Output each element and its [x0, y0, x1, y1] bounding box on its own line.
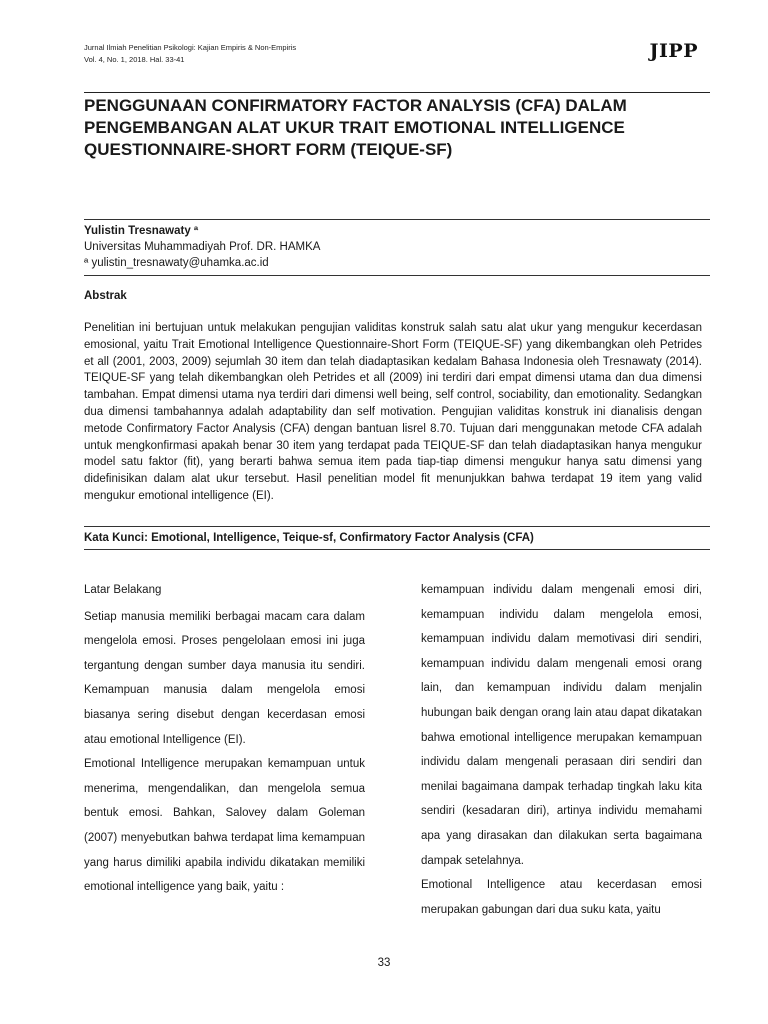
author-email: ª yulistin_tresnawaty@uhamka.ac.id — [84, 257, 269, 269]
keywords: Kata Kunci: Emotional, Intelligence, Teique-sf, Confirmatory Factor Analysis (CFA) — [84, 532, 534, 544]
left-column — [84, 578, 365, 900]
paragraph: Setiap manusia memiliki berbagai macam cara dalam mengelola emosi. Proses pengelolaan emosi ini juga tergantung dengan sumber daya manusia itu sendiri. Kemampuan manusia dalam mengelola emosi biasanya sering disebut dengan kecerdasan emosi atau emotional Intelligence (EI). — [84, 610, 365, 746]
paragraph: kemampuan individu dalam mengenali emosi diri, kemampuan individu dalam mengelola emosi, kemampuan individu dalam memotivasi diri sendiri, kemampuan individu dalam mengenali emosi orang lain, dan kemampuan individu dalam menjalin hubungan baik dengan orang lain atau dapat dikatakan bahwa emotional intelligence merupakan kemampuan individu dalam mengenali perasaan diri sendiri dan menilai bagaimana dampak terhadap tingkah laku kita sendiri (kesadaran diri), artinya individu memahami apa yang dirasakan dan dilakukan serta bagaimana dampak setelahnya. — [421, 584, 702, 867]
keywords-top-rule — [84, 526, 710, 527]
section-title: Latar Belakang — [84, 584, 162, 596]
volume-info: Vol. 4, No. 1, 2018. Hal. 33-41 — [84, 55, 185, 64]
title-rule — [84, 219, 710, 220]
journal-name: Jurnal Ilmiah Penelitian Psikologi: Kajian Empiris & Non-Empiris — [84, 43, 297, 52]
journal-logo: JIPP — [649, 40, 698, 62]
paper-title: PENGGUNAAN CONFIRMATORY FACTOR ANALYSIS (CFA) DALAM PENGEMBANGAN ALAT UKUR TRAIT EMOTIONAL INTELLIGENCE QUESTIONNAIRE-SHORT FORM (TEIQUE-SF) — [84, 96, 627, 159]
abstract-body: Penelitian ini bertujuan untuk melakukan pengujian validitas konstruk salah satu alat ukur yang mengukur kecerdasan emosional, yaitu Trait Emotional Intelligence Questionnaire-Short Form (TEIQUE-SF) yang dikembangkan oleh Petrides et all (2001, 2003, 2009) sejumlah 30 item dan telah diadaptasikan kedalam Bahasa Indonesia oleh Tresnawaty (2014). TEIQUE-SF yang telah dikembangkan oleh Petrides et all (2009) ini terdiri dari empat dimensi utama dan dua dimensi tambahan. Empat dimensi utama nya terdiri dari dimensi well being, self control, sociability, dan emotionality. Sedangkan dua dimensi tambahannya adalah adaptability dan self motivation. Pengujian validitas konstruk ini dianalisis dengan metode Confirmatory Factor Analysis (CFA) dengan bantuan lisrel 8.70. Tujuan dari menggunakan metode CFA adalah untuk mengkonfirmasi apakah benar 30 item yang terdapat pada TEIQUE-SF dan telah diadaptasikan hanya mengukur model satu faktor (fit), yang berarti bahwa semua item pada tiap-tiap dimensi mengukur hanya satu dimensi yang didefinisikan dalam alat ukur tersebut. Hasil penelitian model fit menunjukkan bahwa terdapat 19 item yang valid mengukur emotional intelligence (EI). — [84, 322, 702, 502]
author-name: Yulistin Tresnawaty ª — [84, 225, 199, 237]
keywords-bottom-rule — [84, 549, 710, 550]
right-column — [421, 578, 702, 922]
paragraph: Emotional Intelligence atau kecerdasan emosi merupakan gabungan dari dua suku kata, yaitu — [421, 879, 702, 916]
author-affiliation: Universitas Muhammadiyah Prof. DR. HAMKA — [84, 241, 321, 253]
abstract-heading: Abstrak — [84, 290, 127, 302]
page-number: 33 — [377, 957, 391, 969]
header-rule — [84, 92, 710, 93]
paragraph: Emotional Intelligence merupakan kemampuan untuk menerima, mengendalikan, dan mengelola semua bentuk emosi. Bahkan, Salovey dalam Goleman (2007) menyebutkan bahwa terdapat lima kemampuan yang harus dimiliki apabila individu dikatakan memiliki emotional intelligence yang baik, yaitu : — [84, 758, 365, 894]
journal-header — [84, 42, 296, 66]
author-block — [84, 223, 320, 271]
author-rule — [84, 275, 710, 276]
